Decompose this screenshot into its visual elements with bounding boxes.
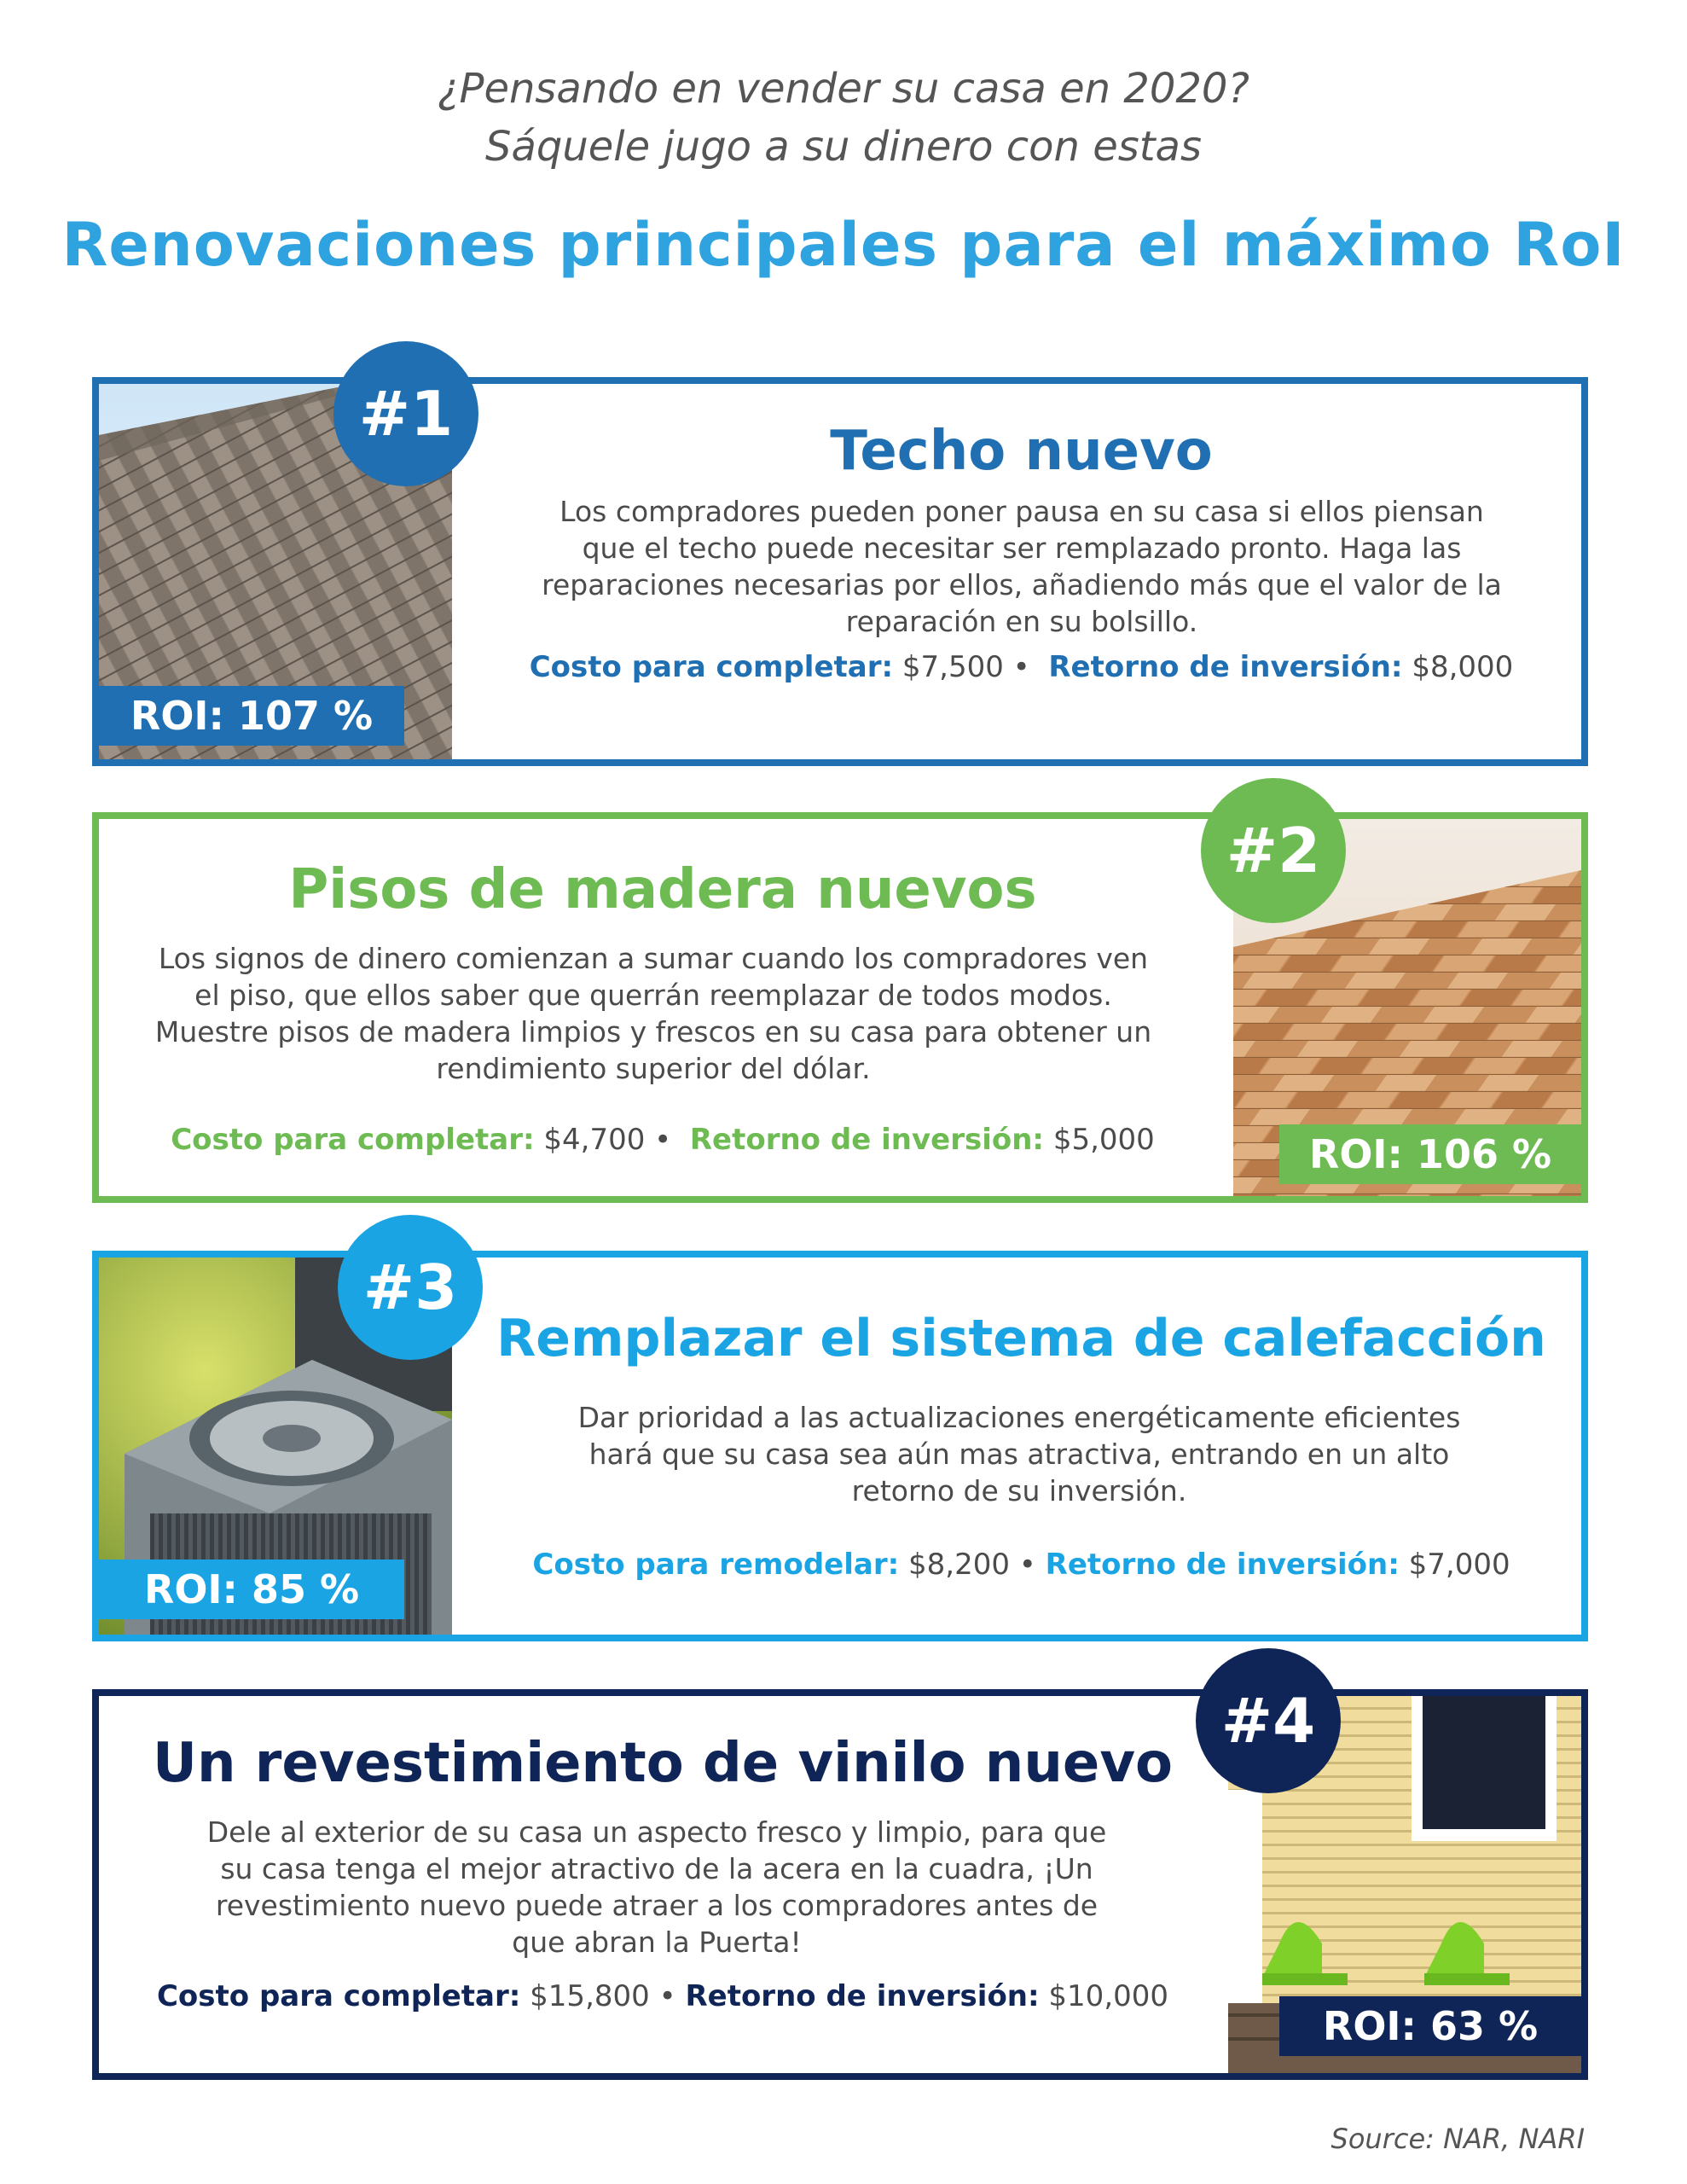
cost-value: $7,500 • [893,650,1030,684]
cost-label: Costo para completar: [171,1123,535,1157]
return-label: Retorno de inversión: [685,1979,1040,2013]
card-costs-floors [99,1123,1226,1157]
page-title: Renovaciones principales para el máximo RoI [61,210,1626,280]
card-title-floors: Pisos de madera nuevos [288,858,1037,921]
roi-badge-floors: ROI: 106 % [1279,1124,1581,1184]
card-costs-heating [461,1548,1582,1582]
rank-badge-3: #3 [338,1215,483,1360]
rank-badge-2: #2 [1201,778,1346,923]
roi-badge-siding: ROI: 63 % [1279,1996,1581,2056]
cost-label: Costo para remodelar: [532,1548,900,1582]
card-title-heating: Remplazar el sistema de calefacción [496,1309,1546,1368]
card-costs-siding [99,1979,1226,2013]
card-desc-siding: Dele al exterior de su casa un aspecto fresco y limpio, para que su casa tenga el mejor atractivo de la acera en la cuadra, ¡Un revestimiento nuevo puede atraer a los compradores antes de que abran la Puerta! [206,1815,1107,1959]
source-note: Source: NAR, NARI [1330,2123,1585,2155]
card-desc-roof: Los compradores pueden poner pausa en su casa si ellos piensan que el techo puede necesitar ser remplazado pronto. Haga las reparaciones necesarias por ellos, añadiendo más que el valor de la reparación en su bolsillo. [542,495,1502,638]
rank-badge-4: #4 [1196,1648,1341,1793]
roi-badge-roof: ROI: 107 % [99,686,404,746]
return-label: Retorno de inversión: [1045,1548,1400,1582]
card-desc-floors: Los signos de dinero comienzan a sumar cuando los compradores ven el piso, que ellos saber que querrán reemplazar de todos modos. Muestre pisos de madera limpios y frescos en su casa para obtener un rendimiento superior del dólar. [154,942,1152,1085]
rank-badge-1: #1 [333,341,478,486]
card-title-roof: Techo nuevo [830,420,1213,483]
return-label: Retorno de inversión: [689,1123,1045,1157]
roi-badge-heating: ROI: 85 % [99,1560,404,1619]
return-label: Retorno de inversión: [1048,650,1403,684]
cost-label: Costo para completar: [156,1979,521,2013]
return-value: $5,000 [1044,1123,1155,1157]
return-value: $7,000 [1399,1548,1510,1582]
card-costs-roof [461,650,1582,684]
card-desc-heating: Dar prioridad a las actualizaciones energéticamente eficientes hará que su casa sea aún mas atractiva, entrando en un alto retorno de su inversión. [577,1401,1461,1507]
cost-label: Costo para completar: [529,650,894,684]
intro-line-1: ¿Pensando en vender su casa en 2020? [438,65,1249,113]
return-value: $8,000 [1402,650,1514,684]
return-value: $10,000 [1039,1979,1169,2013]
card-title-siding: Un revestimiento de vinilo nuevo [152,1732,1174,1795]
cost-value: $8,200 • [899,1548,1036,1582]
cost-value: $4,700 • [534,1123,672,1157]
intro-line-2: Sáquele jugo a su dinero con estas [485,123,1202,171]
cost-value: $15,800 • [520,1979,676,2013]
